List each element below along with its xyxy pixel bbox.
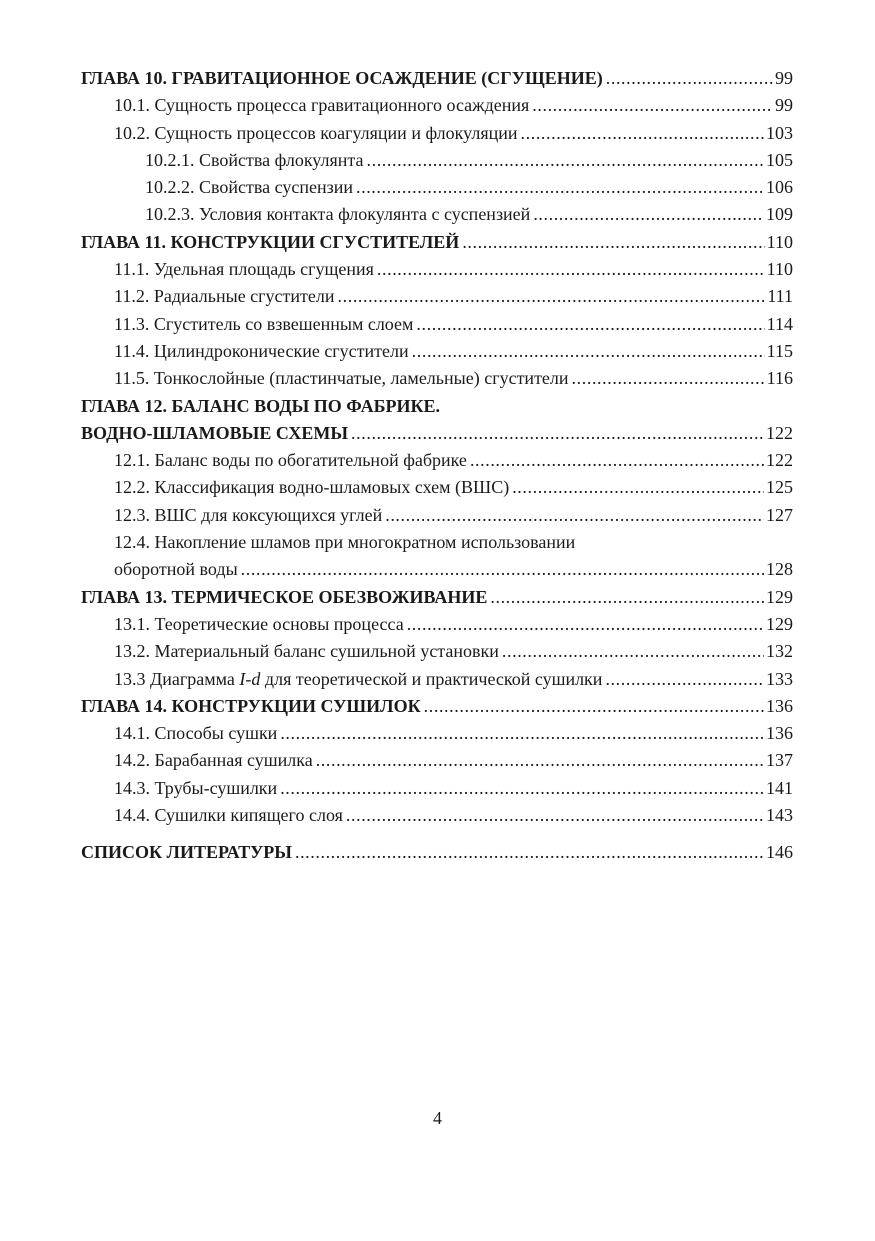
toc-entry-page: 105 — [766, 149, 793, 170]
toc-leader-dots — [241, 556, 764, 583]
toc-subsection — [81, 174, 793, 201]
toc-entry-title: ГЛАВА 14. КОНСТРУКЦИИ СУШИЛОК — [81, 695, 421, 716]
toc-section — [81, 283, 793, 310]
toc-entry-page: 111 — [767, 286, 793, 307]
toc-entry-page: 133 — [766, 668, 793, 689]
toc-entry-title: ГЛАВА 11. КОНСТРУКЦИИ СГУСТИТЕЛЕЙ — [81, 231, 460, 252]
toc-leader-dots — [605, 666, 764, 693]
toc-leader-dots — [462, 229, 764, 256]
toc-entry-page: 109 — [766, 204, 793, 225]
toc-leader-dots — [532, 92, 773, 119]
toc-entry-title: 11.1. Удельная площадь сгущения — [114, 259, 374, 280]
toc-entry-page: 99 — [775, 95, 793, 116]
toc-leader-dots — [512, 474, 764, 501]
toc-section — [81, 365, 793, 392]
toc-section — [81, 120, 793, 147]
toc-leader-dots — [338, 283, 766, 310]
toc-section-line1 — [81, 529, 793, 556]
toc-chapter-10 — [81, 65, 793, 92]
toc-section — [81, 311, 793, 338]
toc-entry-page: 146 — [766, 842, 793, 863]
toc-section — [81, 502, 793, 529]
table-of-contents — [81, 65, 793, 867]
toc-leader-dots — [280, 775, 764, 802]
toc-section — [81, 720, 793, 747]
toc-leader-dots — [416, 311, 764, 338]
toc-leader-dots — [367, 147, 765, 174]
toc-entry-title: ГЛАВА 10. ГРАВИТАЦИОННОЕ ОСАЖДЕНИЕ (СГУЩЕНИЕ) — [81, 68, 603, 88]
toc-leader-dots — [521, 120, 764, 147]
toc-entry-title: 13.1. Теоретические основы процесса — [114, 613, 404, 634]
toc-entry-title: 12.1. Баланс воды по обогатительной фабрике — [114, 450, 467, 471]
toc-entry-title: 10.2.1. Свойства флокулянта — [145, 149, 364, 170]
toc-entry-page: 129 — [766, 613, 793, 634]
toc-chapter-12-line2 — [81, 420, 793, 447]
toc-entry-title: 11.5. Тонкослойные (пластинчатые, ламельные) сгустители — [114, 368, 569, 389]
toc-section — [81, 775, 793, 802]
toc-chapter-12-line1 — [81, 393, 793, 420]
toc-entry-title: 10.1. Сущность процесса гравитационного осаждения — [114, 95, 530, 116]
toc-leader-dots — [377, 256, 765, 283]
toc-title-part: для теоретической и практической сушилки — [260, 668, 603, 689]
toc-leader-dots — [316, 747, 764, 774]
toc-leader-dots — [385, 502, 764, 529]
toc-leader-dots — [295, 839, 764, 866]
toc-entry-page: 122 — [766, 450, 793, 471]
toc-entry-title: 10.2. Сущность процессов коагуляции и флокуляции — [114, 122, 518, 143]
toc-leader-dots — [412, 338, 765, 365]
toc-leader-dots — [346, 802, 764, 829]
toc-entry-title: оборотной воды — [114, 559, 238, 580]
toc-entry-page: 136 — [766, 695, 793, 716]
toc-entry-page: 129 — [766, 586, 793, 607]
toc-section — [81, 92, 793, 119]
toc-entry-title: 13.2. Материальный баланс сушильной установки — [114, 641, 499, 662]
toc-entry-page: 114 — [766, 313, 793, 334]
toc-section-line2 — [81, 556, 793, 583]
toc-bibliography — [81, 839, 793, 866]
toc-entry-title: 12.2. Классификация водно-шламовых схем (ВШС) — [114, 477, 510, 498]
toc-entry-page: 141 — [766, 777, 793, 798]
toc-leader-dots — [606, 65, 773, 92]
toc-leader-dots — [502, 638, 764, 665]
toc-leader-dots — [533, 201, 764, 228]
toc-entry-title: 10.2.3. Условия контакта флокулянта с суспензией — [145, 204, 531, 225]
toc-entry-page: 99 — [775, 68, 793, 88]
toc-entry-title: ГЛАВА 13. ТЕРМИЧЕСКОЕ ОБЕЗВОЖИВАНИЕ — [81, 586, 488, 607]
toc-entry-title: СПИСОК ЛИТЕРАТУРЫ — [81, 842, 292, 863]
toc-chapter-13 — [81, 584, 793, 611]
toc-subsection — [81, 147, 793, 174]
toc-leader-dots — [470, 447, 764, 474]
toc-entry-title: 11.2. Радиальные сгустители — [114, 286, 335, 307]
toc-entry-title: 14.3. Трубы-сушилки — [114, 777, 278, 798]
toc-section — [81, 747, 793, 774]
toc-entry-title: 12.3. ВШС для коксующихся углей — [114, 504, 383, 525]
toc-entry-title: 12.4. Накопление шламов при многократном использовании — [114, 532, 576, 553]
toc-entry-page: 125 — [766, 477, 793, 498]
toc-entry-page: 127 — [766, 504, 793, 525]
toc-entry-page: 116 — [766, 368, 793, 389]
toc-title-italic: I-d — [239, 668, 261, 689]
toc-leader-dots — [356, 174, 764, 201]
toc-section — [81, 256, 793, 283]
toc-section — [81, 611, 793, 638]
toc-leader-dots — [572, 365, 765, 392]
toc-leader-dots — [424, 693, 764, 720]
toc-entry-title: 11.3. Сгуститель со взвешенным слоем — [114, 313, 414, 334]
toc-entry-page: 110 — [766, 231, 793, 252]
page-number: 4 — [433, 1108, 442, 1128]
toc-entry-title: 14.1. Способы сушки — [114, 723, 278, 744]
toc-entry-page: 115 — [766, 340, 793, 361]
toc-entry-page: 143 — [766, 805, 793, 826]
toc-leader-dots — [280, 720, 764, 747]
toc-chapter-11 — [81, 229, 793, 256]
toc-entry-title — [114, 666, 602, 693]
toc-section — [81, 666, 793, 693]
toc-entry-title: 14.2. Барабанная сушилка — [114, 750, 313, 771]
toc-entry-page: 136 — [766, 723, 793, 744]
toc-section — [81, 447, 793, 474]
toc-entry-title: 10.2.2. Свойства суспензии — [145, 177, 353, 198]
toc-title-part: 13.3 Диаграмма — [114, 668, 240, 689]
toc-chapter-14 — [81, 693, 793, 720]
toc-entry-title: 11.4. Цилиндроконические сгустители — [114, 340, 409, 361]
toc-entry-page: 103 — [766, 122, 793, 143]
toc-entry-title: ВОДНО-ШЛАМОВЫЕ СХЕМЫ — [81, 422, 349, 443]
toc-leader-dots — [351, 420, 764, 447]
toc-section — [81, 802, 793, 829]
toc-subsection — [81, 201, 793, 228]
toc-entry-page: 106 — [766, 177, 793, 198]
toc-section — [81, 638, 793, 665]
toc-entry-page: 132 — [766, 641, 793, 662]
toc-leader-dots — [490, 584, 764, 611]
toc-entry-page: 137 — [766, 750, 793, 771]
toc-entry-page: 110 — [766, 259, 793, 280]
toc-section — [81, 474, 793, 501]
toc-entry-page: 122 — [766, 422, 793, 443]
toc-entry-title: ГЛАВА 12. БАЛАНС ВОДЫ ПО ФАБРИКЕ. — [81, 395, 441, 416]
toc-entry-page: 128 — [766, 559, 793, 580]
toc-leader-dots — [407, 611, 764, 638]
toc-section — [81, 338, 793, 365]
toc-entry-title: 14.4. Сушилки кипящего слоя — [114, 805, 343, 826]
